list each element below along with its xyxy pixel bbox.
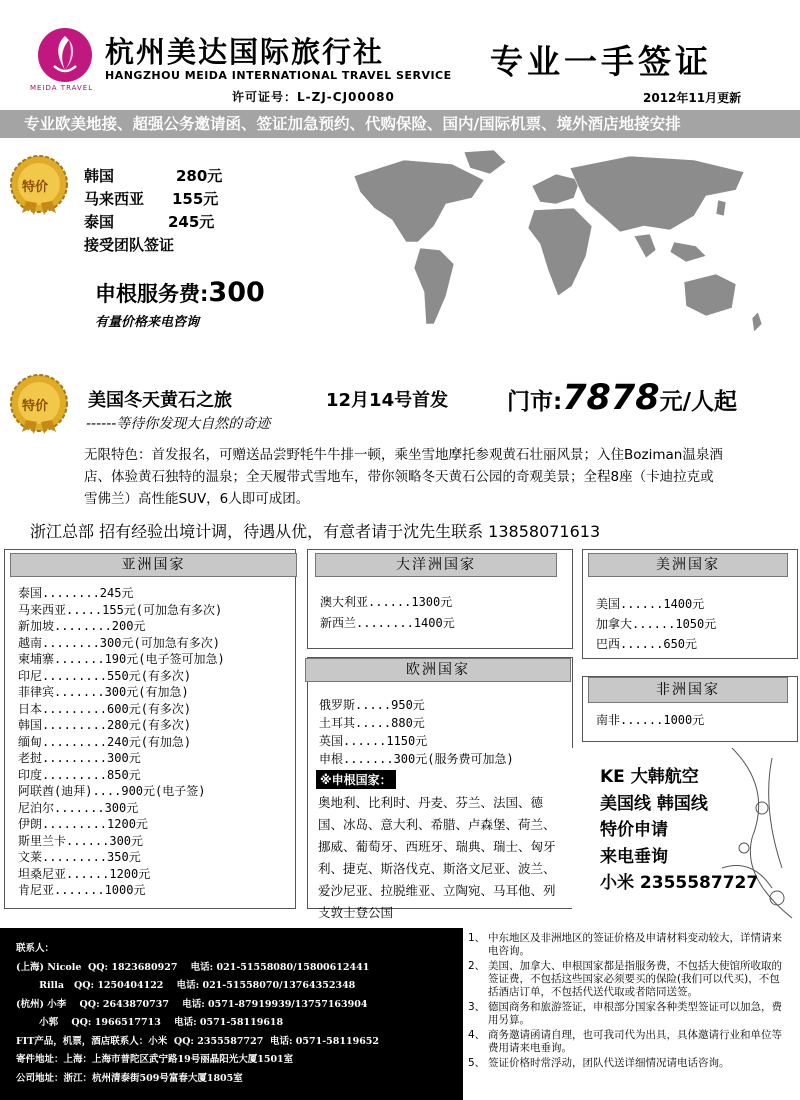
price-line: 肯尼亚.......1000元	[18, 883, 146, 897]
price-line: 老挝.........300元	[18, 751, 141, 765]
price-line: 柬埔寨.......190元(电子签可加急)	[18, 652, 225, 666]
contact-line: (上海) Nicole QQ: 1823680927 电话: 021-51558080/15800612441	[16, 961, 370, 973]
special-price-item	[84, 211, 214, 232]
contact-line: Rilla QQ: 1250404122 电话: 021-51558070/13764352348	[16, 980, 356, 991]
logo-caption: MEIDA TRAVEL	[30, 84, 94, 92]
price-line: 俄罗斯.....950元	[319, 698, 425, 712]
note-item	[468, 960, 788, 999]
license-number: 许可证号：L-ZJ-CJ00080	[232, 90, 395, 104]
africa-heading: 非洲国家	[588, 677, 788, 703]
europe-price-list	[319, 696, 514, 768]
note-item	[468, 932, 788, 958]
price-line: 巴西......650元	[596, 637, 698, 651]
price-line: 英国......1150元	[319, 734, 428, 748]
airline-ad-lines	[600, 764, 758, 897]
contact-line: 小郭 QQ: 1966517713 电话: 0571-58119618	[16, 1017, 284, 1028]
africa-price-list	[596, 712, 704, 729]
price-line: 伊朗.........1200元	[18, 817, 148, 831]
schengen-fee	[95, 277, 265, 308]
world-map-icon	[334, 146, 786, 356]
price-line: 澳大利亚......1300元	[320, 595, 453, 609]
group-visa-note: 接受团队签证	[84, 236, 175, 254]
special-price: 280元	[176, 167, 223, 185]
note-text: 签证价格时常浮动，团队代送详细情况请电话咨询。	[488, 1057, 730, 1069]
note-number: 2、	[468, 960, 486, 972]
price-line: 韩国.........280元(有多次)	[18, 718, 192, 732]
contact-line: FIT产品，机票，酒店联系人：小米 QQ: 2355587727 电话: 0571-58119652	[16, 1035, 380, 1047]
price-line: 马来西亚.....155元(可加急有多次)	[18, 602, 223, 617]
price-line: 文莱.........350元	[18, 850, 141, 864]
slogan: 专业一手签证	[490, 42, 712, 81]
note-item	[468, 1001, 788, 1027]
oceania-heading: 大洋洲国家	[315, 553, 557, 577]
price-line: 日本.........600元(有多次)	[18, 701, 192, 716]
contact-line: (杭州) 小李 QQ: 2643870737 电话: 0571-87919939/13757163904	[16, 998, 368, 1010]
special-price: 245元	[168, 213, 215, 231]
note-item	[468, 1029, 788, 1055]
schengen-countries: 奥地利、比利时、丹麦、芬兰、法国、德国、冰岛、意大利、希腊、卢森堡、荷兰、挪威、葡萄牙、西班牙、瑞典、瑞士、匈牙利、捷克、斯洛伐克、斯洛文尼亚、波兰、爱沙尼亚、拉脱维亚、立陶宛、马耳他、列支敦士登公国	[318, 795, 556, 920]
price-line: 斯里兰卡......300元	[18, 833, 144, 848]
oceania-price-list	[320, 592, 455, 634]
price-line: 新西兰........1400元	[320, 616, 455, 630]
schengen-fee-value: 300	[208, 277, 265, 308]
special-price-item	[84, 188, 218, 209]
tour-title: 美国冬天黄石之旅	[88, 390, 232, 411]
price-line: 申根.......300元(服务费可加急)	[319, 752, 514, 766]
price-line: 加拿大......1050元	[596, 617, 717, 631]
recruitment-notice: 浙江总部 招有经验出境计调，待遇从优，有意者请于沈先生联系 13858071613	[30, 522, 601, 541]
tour-price-value: 7878	[562, 378, 660, 418]
europe-heading: 欧洲国家	[305, 658, 571, 682]
company-logo-icon	[36, 26, 94, 84]
note-number: 5、	[468, 1057, 486, 1069]
price-line: 土耳其.....880元	[319, 716, 425, 730]
price-line: 印度.........850元	[18, 767, 141, 782]
fee-note: 有量价格来电咨询	[95, 315, 200, 330]
tour-price-suffix: 元/人起	[659, 389, 738, 415]
company-name-cn: 杭州美达国际旅行社	[105, 35, 385, 69]
note-text: 中东地区及非洲地区的签证价格及申请材料变动较大，详情请来电咨询。	[488, 932, 782, 957]
price-line: 泰国........245元	[18, 586, 134, 600]
airline-ad-line: 美国线 韩国线	[600, 793, 708, 814]
note-text: 德国商务和旅游签证，申根部分国家各种类型签证可以加急，费用另算。	[488, 1001, 782, 1026]
price-line: 坦桑尼亚......1200元	[18, 866, 151, 881]
tour-price	[507, 378, 737, 418]
services-banner	[0, 110, 800, 138]
note-text: 商务邀请函请自理，也可我司代为出具，具体邀请行业和单位等费用请来电垂询。	[488, 1029, 782, 1054]
badge-label: 特价	[22, 180, 49, 195]
tour-tagline: ------等待你发现大自然的奇迹	[86, 416, 271, 432]
update-date: 2012年11月更新	[643, 91, 742, 105]
special-price-item	[84, 165, 222, 186]
airline-ad-line: 特价申请	[600, 820, 668, 840]
contact-line: 公司地址：浙江：杭州清泰街509号富春大厦1805室	[16, 1072, 243, 1084]
contact-info	[16, 940, 379, 1088]
americas-price-list	[596, 594, 716, 654]
note-number: 3、	[468, 1001, 486, 1013]
price-line: 印尼.........550元(有多次)	[18, 668, 192, 683]
contact-line: 联系人：	[16, 943, 55, 954]
airline-ad-line: KE 大韩航空	[600, 767, 699, 787]
company-name-en: HANGZHOU MEIDA INTERNATIONAL TRAVEL SERVICE	[105, 69, 452, 82]
asia-heading: 亚洲国家	[10, 553, 297, 577]
asia-price-list	[18, 585, 225, 899]
price-line: 南非......1000元	[596, 713, 705, 727]
special-price: 155元	[172, 190, 219, 208]
services-banner-text: 专业欧美地接、超强公务邀请函、签证加急预约、代购保险、国内/国际机票、境外酒店地接安排	[24, 115, 681, 133]
schengen-fee-label: 申根服务费:	[95, 282, 209, 306]
tour-price-prefix: 门市:	[507, 389, 563, 415]
special-country: 韩国	[84, 167, 115, 185]
note-number: 4、	[468, 1029, 486, 1041]
note-item	[468, 1057, 788, 1070]
airline-ad-line: 小米 2355587727	[600, 873, 759, 893]
price-line: 越南........300元(可加急有多次)	[18, 635, 220, 650]
price-line: 缅甸.........240元(有加急)	[18, 734, 192, 749]
price-line: 菲律宾.......300元(有加急)	[18, 685, 189, 699]
special-country: 马来西亚	[84, 190, 145, 208]
tour-description: 无限特色：首发报名，可赠送品尝野牦牛牛排一顿，乘坐雪地摩托参观黄石壮丽风景；入住Boziman温泉酒店、体验黄石独特的温泉；全天履带式雪地车，带你领略冬天黄石公园的奇观美景；全程8座（卡迪拉克或雪佛兰）高性能SUV，6人即可成团。	[84, 447, 723, 507]
schengen-label: ※申根国家：	[316, 770, 396, 789]
contact-line: 寄件地址：上海：上海市普陀区武宁路19号丽晶阳光大厦1501室	[16, 1054, 294, 1065]
price-line: 新加坡........200元	[18, 619, 146, 633]
badge-label: 特价	[22, 399, 49, 414]
price-line: 尼泊尔.......300元	[18, 800, 139, 815]
price-line: 阿联酋(迪拜)....900元(电子签)	[18, 784, 206, 798]
special-country: 泰国	[84, 213, 115, 231]
notes-list	[468, 932, 788, 1072]
americas-heading: 美洲国家	[588, 553, 788, 577]
airline-ad-line: 来电垂询	[600, 846, 668, 867]
note-number: 1、	[468, 932, 486, 944]
tour-date: 12月14号首发	[326, 390, 449, 411]
note-text: 美国、加拿大、申根国家都是指服务费，不包括大使馆所收取的签证费，不包括这些国家必须要买的保险(我们可以代买)，不包括酒店订单，不包括代送代取或者陪同送签。	[488, 960, 782, 998]
price-line: 美国......1400元	[596, 597, 705, 611]
